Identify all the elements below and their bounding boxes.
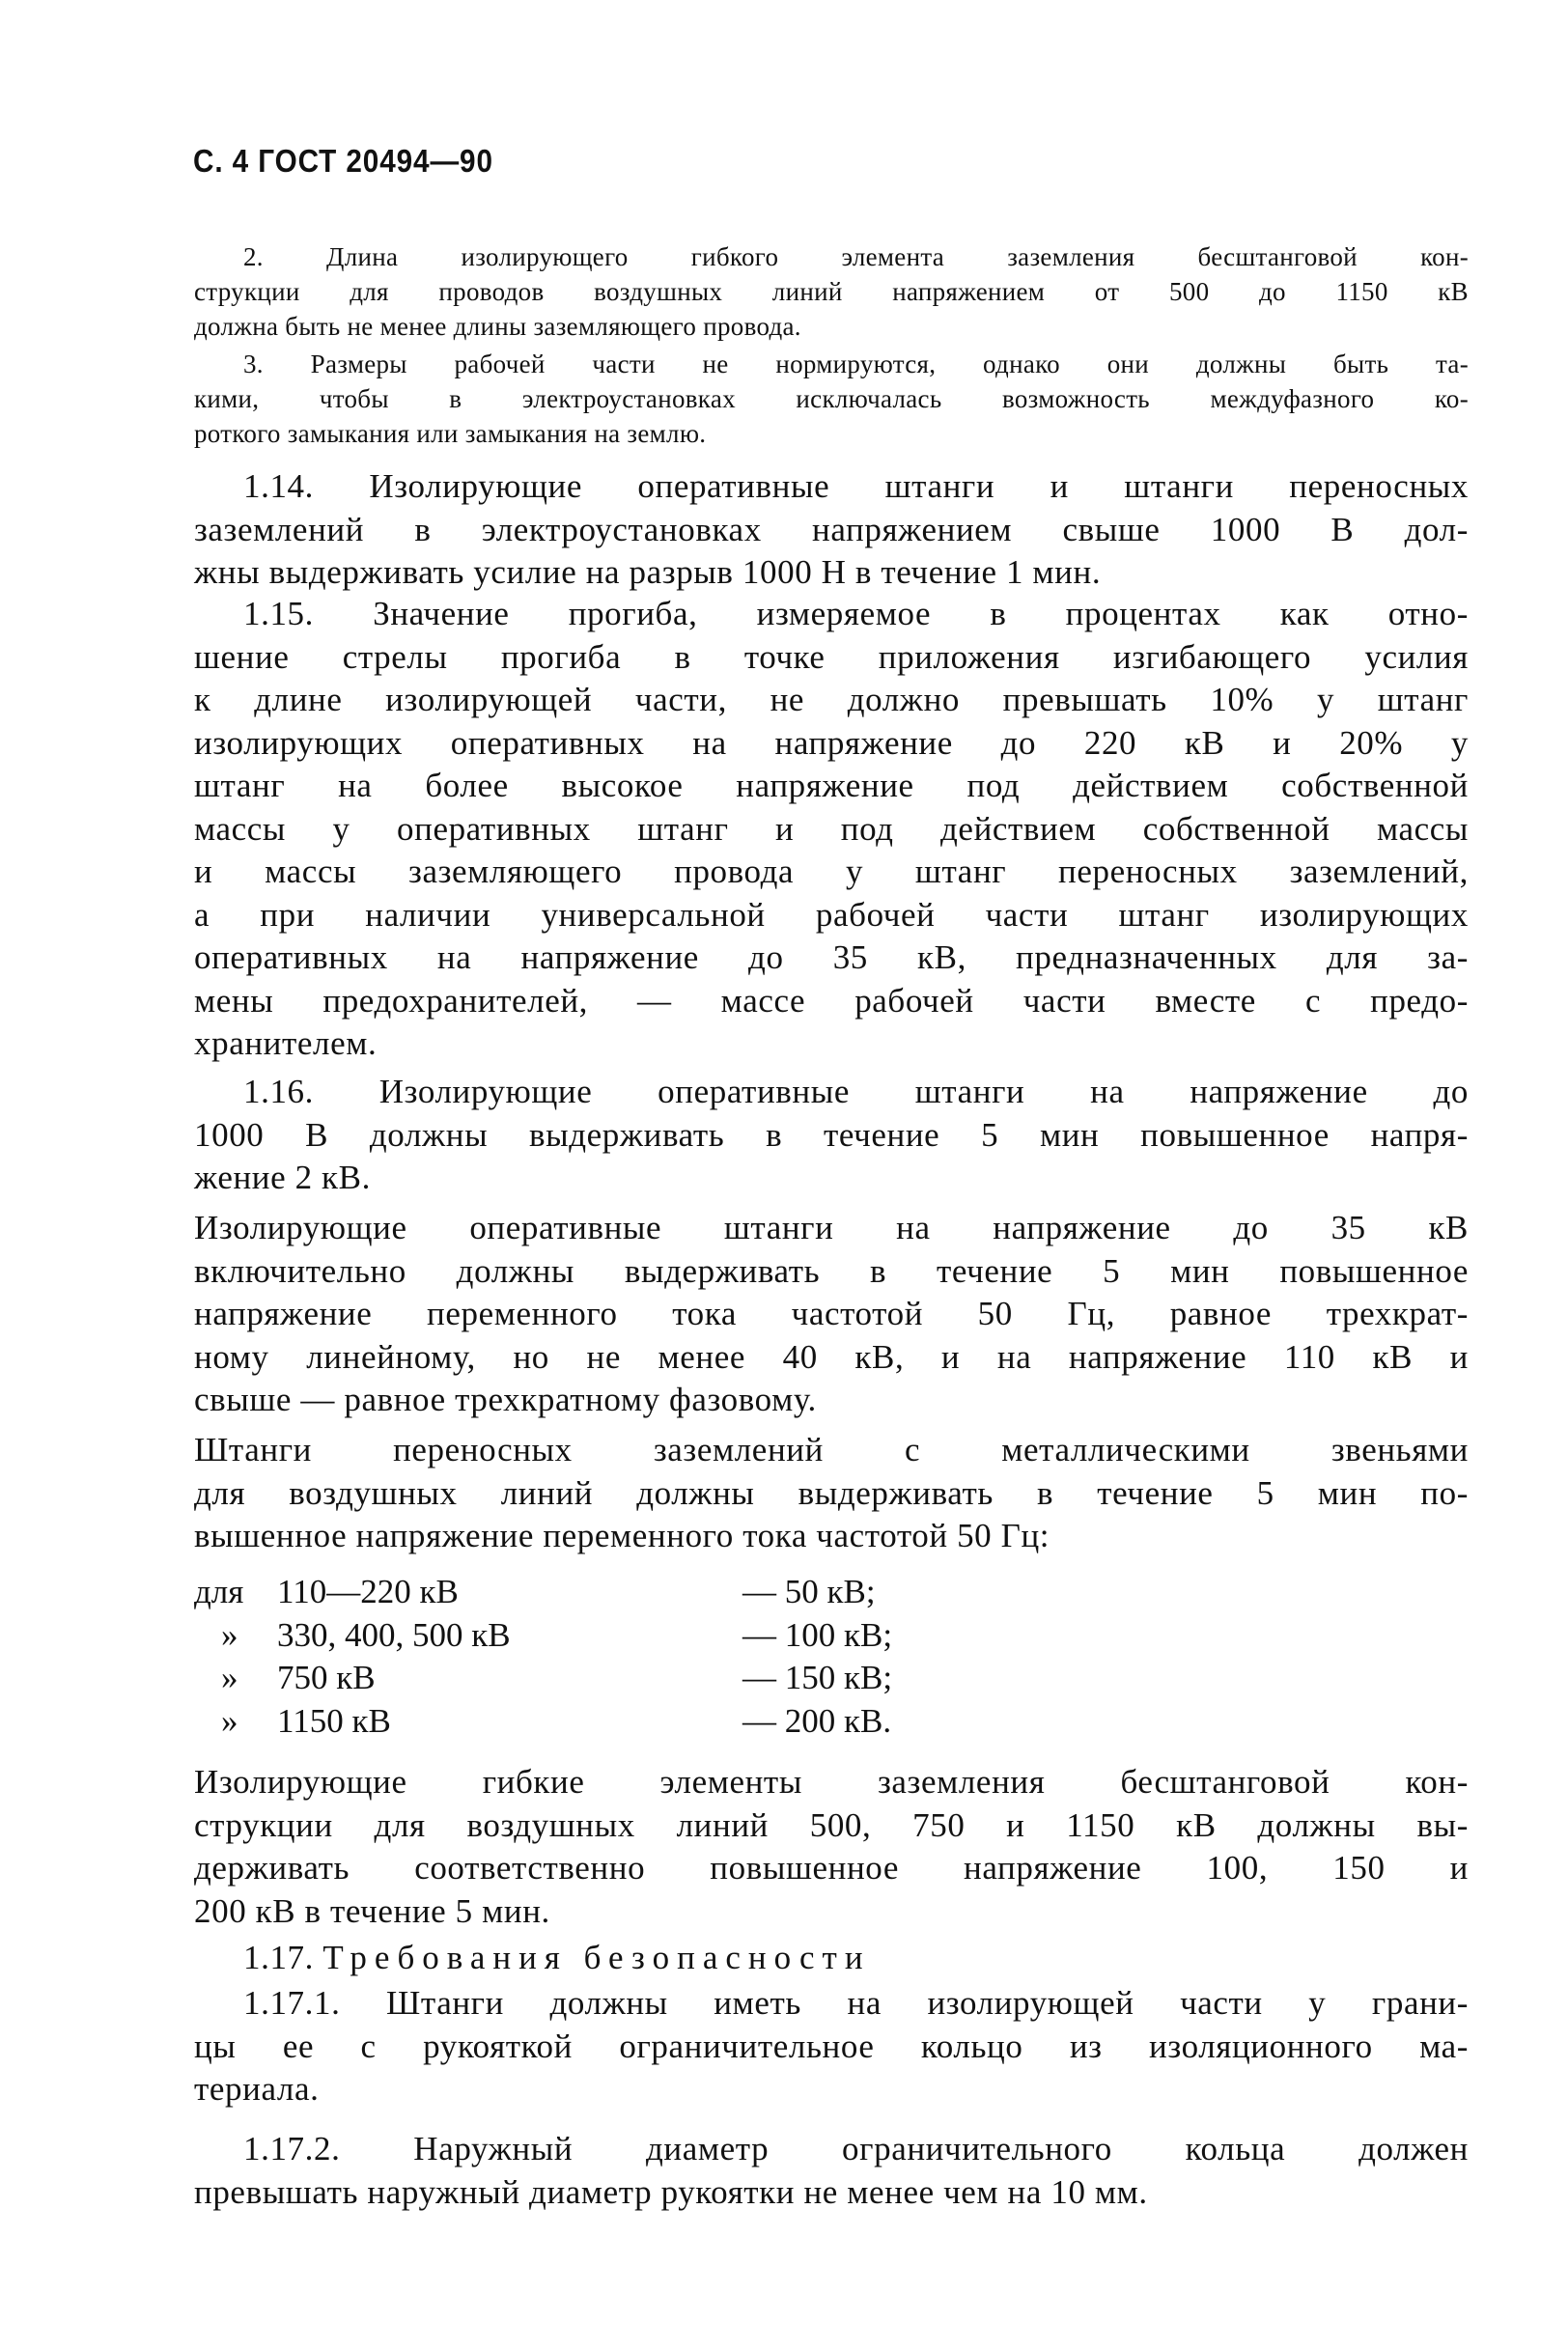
section-number: 1.17. [243,1939,314,1976]
text-line: струкции для проводов воздушных линий напряжением от 500 до 1150 кВ [194,277,1469,306]
text-line: и массы заземляющего провода у штанг переносных заземлений, [194,853,1469,890]
text-line: для воздушных линий должны выдерживать в течение 5 мин по- [194,1473,1469,1512]
note-2 [194,239,1469,344]
text-line: 1.17.2. Наружный диаметр ограничительного кольца должен [243,2130,1469,2167]
text-line: массы у оперативных штанг и под действием собственной массы [194,809,1469,848]
paragraph-flexible-elements [194,1761,1469,1933]
text-line: Изолирующие оперативные штанги на напряжение до 35 кВ [194,1209,1469,1246]
text-line: жение 2 кВ. [194,1159,371,1196]
test-voltage: — 200 кВ. [742,1701,892,1740]
line-voltage: 330, 400, 500 кВ [277,1615,511,1654]
text-line: струкции для воздушных линий 500, 750 и 1150 кВ должны вы- [194,1805,1469,1844]
text-line: хранителем. [194,1024,378,1062]
text-line: напряжение переменного тока частотой 50 Гц, равное трехкрат- [194,1295,1469,1332]
test-voltage: — 50 кВ; [742,1573,876,1610]
text-line: превышать наружный диаметр рукоятки не менее чем на 10 мм. [194,2172,1148,2211]
text-line: вышенное напряжение переменного тока частотой 50 Гц: [194,1517,1050,1554]
section-title: Требования безопасности [322,1939,871,1976]
text-line: должна быть не менее длины заземляющего провода. [194,312,801,341]
text-line: роткого замыкания или замыкания на землю. [194,419,707,448]
text-line: кими, чтобы в электроустановках исключалась возможность междуфазного ко- [194,384,1469,413]
text-line: заземлений в электроустановках напряжением свыше 1000 В дол- [194,510,1469,548]
voltage-list-item [194,1657,966,1700]
text-line: 1.17.1. Штанги должны иметь на изолирующей части у грани- [243,1984,1469,2022]
text-line: держивать соответственно повышенное напряжение 100, 150 и [194,1849,1469,1887]
text-line: 1.16. Изолирующие оперативные штанги на напряжение до [243,1073,1469,1110]
note-3 [194,347,1469,451]
clause-1-17-2 [194,2128,1469,2214]
text-line: Изолирующие гибкие элементы заземления бесштанговой кон- [194,1763,1469,1801]
voltage-list-item [194,1614,966,1658]
text-line: ному линейному, но не менее 40 кВ, и на напряжение 110 кВ и [194,1337,1469,1376]
text-line: 1000 В должны выдерживать в течение 5 мин повышенное напря- [194,1115,1469,1154]
voltage-list [194,1571,966,1743]
text-line: 200 кВ в течение 5 мин. [194,1891,550,1930]
text-line: мены предохранителей, — массе рабочей части вместе с предо- [194,981,1469,1020]
list-prefix: для [194,1573,244,1610]
page-header: С. 4 ГОСТ 20494—90 [193,143,493,179]
line-voltage: 1150 кВ [277,1701,391,1740]
test-voltage: — 100 кВ; [742,1615,893,1654]
list-prefix: » [221,1615,238,1654]
text-line: 1.14. Изолирующие оперативные штанги и штанги переносных [243,467,1469,505]
section-heading-1-17 [194,1937,1469,1980]
paragraph-grounding-rods [194,1429,1469,1558]
text-line: штанг на более высокое напряжение под действием собственной [194,767,1469,804]
list-prefix: » [221,1701,238,1740]
text-line: Штанги переносных заземлений с металлическими звеньями [194,1431,1469,1468]
clause-1-16 [194,1071,1469,1200]
text-line: 3. Размеры рабочей части не нормируются, однако они должны быть та- [243,350,1469,378]
paragraph-operative-rods [194,1207,1469,1422]
clause-1-14 [194,465,1469,595]
text-line: жны выдерживать усилие на разрыв 1000 Н в течение 1 мин. [194,553,1102,591]
text-line: а при наличии универсальной рабочей части штанг изолирующих [194,895,1469,934]
text-line: изолирующих оперативных на напряжение до 220 кВ и 20% у [194,723,1469,762]
text-line: цы ее с рукояткой ограничительное кольцо из изоляционного ма- [194,2027,1469,2065]
text-line: к длине изолирующей части, не должно превышать 10% у штанг [194,681,1469,718]
text-line: 1.15. Значение прогиба, измеряемое в процентах как отно- [243,595,1469,632]
text-line: включительно должны выдерживать в течение 5 мин повышенное [194,1251,1469,1290]
test-voltage: — 150 кВ; [742,1659,893,1696]
line-voltage: 110—220 кВ [277,1573,459,1610]
text-line: оперативных на напряжение до 35 кВ, предназначенных для за- [194,938,1469,976]
text-line: свыше — равное трехкратному фазовому. [194,1381,817,1418]
voltage-list-item [194,1571,966,1614]
voltage-list-item [194,1700,966,1744]
clause-1-15 [194,593,1469,1066]
clause-1-17-1 [194,1982,1469,2111]
line-voltage: 750 кВ [277,1659,376,1696]
text-line: 2. Длина изолирующего гибкого элемента заземления бесштанговой кон- [243,242,1469,271]
list-prefix: » [221,1659,238,1696]
text-line: териала. [194,2070,320,2108]
text-line: шение стрелы прогиба в точке приложения изгибающего усилия [194,637,1469,676]
